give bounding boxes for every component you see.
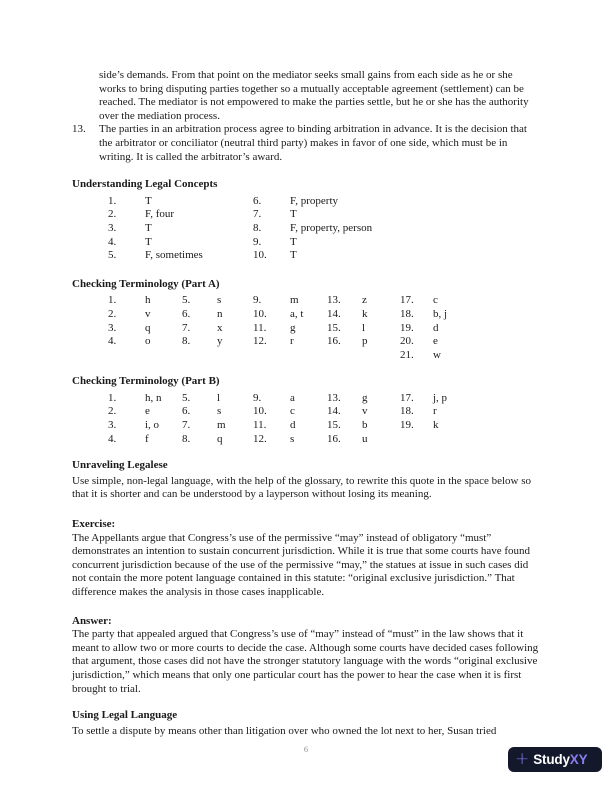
answer-cell: F, sometimes xyxy=(145,249,203,262)
answer-cell: a, t xyxy=(290,307,304,320)
answer-cell: 16. xyxy=(327,335,341,348)
answer-cell: 3. xyxy=(108,419,117,432)
brand-wordmark xyxy=(533,753,587,767)
answer-cell: 14. xyxy=(327,307,341,320)
terminology-part-b-grid xyxy=(108,392,540,446)
answer-cell: 5. xyxy=(182,391,191,404)
answer-cell: s xyxy=(217,294,222,307)
answer-cell: 6. xyxy=(182,307,191,320)
answer-cell: 8. xyxy=(182,335,191,348)
answer-cell: 1. xyxy=(108,391,117,404)
terminology-part-a-grid xyxy=(108,294,540,362)
answer-cell: r xyxy=(433,405,437,418)
answer-cell: h, n xyxy=(145,391,162,404)
paragraph-legalese-instructions: Use simple, non-legal language, with the help of the glossary, to rewrite this quote in the space below so that it is shorter and can be understood by a layperson without losing its meaning. xyxy=(72,474,532,501)
answer-cell: T xyxy=(145,221,152,234)
answer-cell: 18. xyxy=(400,405,414,418)
answer-cell: 4. xyxy=(108,335,117,348)
answer-cell: 17. xyxy=(400,391,414,404)
answer-cell: q xyxy=(145,321,151,334)
answer-cell: 10. xyxy=(253,405,267,418)
answer-cell: h xyxy=(145,294,151,307)
answer-cell: g xyxy=(290,321,296,334)
answer-cell: 5. xyxy=(182,294,191,307)
answer-cell xyxy=(327,349,362,363)
answer-cell: 4. xyxy=(108,432,117,445)
answer-cell: 8. xyxy=(182,432,191,445)
heading-checking-terminology-part-a: Checking Terminology (Part A) xyxy=(72,277,220,290)
answer-cell: T xyxy=(145,194,152,207)
answer-cell: 9. xyxy=(253,294,262,307)
answer-cell: i, o xyxy=(145,419,160,432)
answer-cell xyxy=(290,349,327,363)
answer-cell: v xyxy=(362,405,368,418)
studyxy-logo[interactable] xyxy=(508,747,602,772)
answer-cell: k xyxy=(433,419,439,432)
answer-cell: o xyxy=(145,335,151,348)
answer-cell: 21. xyxy=(400,348,414,361)
answer-cell: q xyxy=(217,432,223,445)
paragraph-answer: The party that appealed argued that Congress’s use of “may” instead of “must” in the law shows that it meant to allow two or more courts to decide the case. Although some courts have decided cases following that argument, those cases did not have the stronger statutory language with the words “original exclusive jurisdiction,” which means that only one particular court has the power to hear the case when it is first brought to trial. xyxy=(72,628,539,695)
answer-cell: c xyxy=(290,405,295,418)
list-item-number xyxy=(72,69,99,123)
answer-cell xyxy=(182,349,217,363)
answer-cell: y xyxy=(217,335,223,348)
answer-cell: 16. xyxy=(327,432,341,445)
answer-cell: F, four xyxy=(145,208,175,221)
answer-cell xyxy=(253,349,290,363)
concepts-answer-grid xyxy=(108,195,540,263)
answer-cell: 3. xyxy=(108,221,117,234)
paragraph-using-legal-language: To settle a dispute by means other than litigation over who owned the lot next to her, Susan tried xyxy=(72,724,497,737)
answer-cell: m xyxy=(290,294,299,307)
answer-cell: 20. xyxy=(400,335,414,348)
answer-cell: 18. xyxy=(400,307,414,320)
answer-cell: T xyxy=(290,208,297,221)
answer-cell: l xyxy=(362,321,366,334)
answer-cell: k xyxy=(362,307,368,320)
answer-cell: g xyxy=(362,391,368,404)
answer-cell: 13. xyxy=(327,391,341,404)
answer-cell: 7. xyxy=(182,419,191,432)
answer-cell: r xyxy=(290,335,294,348)
answer-cell: 10. xyxy=(253,249,267,262)
heading-exercise: Exercise: xyxy=(72,518,116,531)
answer-cell: 11. xyxy=(253,321,267,334)
answer-cell: 19. xyxy=(400,321,414,334)
heading-unraveling-legalese: Unraveling Legalese xyxy=(72,459,168,472)
list-item-number: 13. xyxy=(72,123,86,136)
answer-cell xyxy=(108,349,145,363)
answer-cell: 14. xyxy=(327,405,341,418)
answer-cell: 19. xyxy=(400,419,414,432)
answer-cell: 1. xyxy=(108,194,117,207)
answer-cell: 2. xyxy=(108,208,117,221)
answer-cell: 12. xyxy=(253,335,267,348)
list-item-13 xyxy=(72,123,540,164)
answer-cell: 3. xyxy=(108,321,117,334)
answer-cell: 15. xyxy=(327,321,341,334)
answer-cell: 17. xyxy=(400,294,414,307)
answer-cell: 7. xyxy=(253,208,262,221)
answer-cell: 9. xyxy=(253,391,262,404)
answer-cell: 4. xyxy=(108,235,117,248)
heading-checking-terminology-part-b: Checking Terminology (Part B) xyxy=(72,375,220,388)
answer-cell: w xyxy=(433,348,441,361)
answer-cell: 9. xyxy=(253,235,262,248)
answer-cell: m xyxy=(217,419,226,432)
answer-cell xyxy=(217,349,253,363)
answer-cell: s xyxy=(290,432,295,445)
answer-cell: a xyxy=(290,391,295,404)
answer-cell: e xyxy=(145,405,150,418)
answer-cell: 15. xyxy=(327,419,341,432)
heading-understanding-legal-concepts: Understanding Legal Concepts xyxy=(72,178,218,191)
answer-cell: z xyxy=(362,294,367,307)
answer-cell: 8. xyxy=(253,221,262,234)
heading-answer: Answer: xyxy=(72,614,112,627)
page-number: 6 xyxy=(303,744,309,754)
paragraph-arbitration: The parties in an arbitration process agree to binding arbitration in advance. It is the decision that the arbitrator or conciliator (neutral third party) makes in favor of one side, which must be in writing. It is called the arbitrator’s award. xyxy=(99,123,527,163)
answer-cell: 11. xyxy=(253,419,267,432)
brand-text-xy: XY xyxy=(569,751,588,767)
answer-cell: f xyxy=(145,432,149,445)
plus-icon: + xyxy=(515,748,530,769)
page-content xyxy=(72,69,540,738)
answer-cell xyxy=(145,349,182,363)
answer-cell: c xyxy=(433,294,438,307)
answer-cell: d xyxy=(433,321,439,334)
answer-cell: s xyxy=(217,405,222,418)
answer-cell: j, p xyxy=(433,391,448,404)
answer-cell: 2. xyxy=(108,307,117,320)
answer-cell: 2. xyxy=(108,405,117,418)
answer-cell: 13. xyxy=(327,294,341,307)
answer-cell: v xyxy=(145,307,151,320)
heading-using-legal-language: Using Legal Language xyxy=(72,709,178,722)
answer-cell: b, j xyxy=(433,307,448,320)
list-item-continuation xyxy=(72,69,540,123)
answer-cell: e xyxy=(433,335,438,348)
answer-cell: n xyxy=(217,307,223,320)
answer-cell xyxy=(433,433,540,447)
paragraph-exercise: The Appellants argue that Congress’s use of the permissive “may” instead of obligatory “must” demonstrates an intention to sustain concurrent jurisdiction. While it is true that some courts have found concurrent jurisdiction because of the use of the permissive “may,” the statues at issue in such cases did not contain the more potent language contained in this statute: “original exclusive jurisdiction.” That difference makes the analysis in those cases inapplicable. xyxy=(72,531,531,598)
answer-cell: d xyxy=(290,419,296,432)
answer-cell: l xyxy=(217,391,221,404)
paragraph-mediation: side’s demands. From that point on the mediator seeks small gains from each side as he or she works to bring disputing parties together so a mutually acceptable agreement (settlement) can be reached. The mediator is not empowered to make the parties settle, but he or she has the authority over the mediation process. xyxy=(99,69,529,122)
answer-cell: 12. xyxy=(253,432,267,445)
answer-cell: 1. xyxy=(108,294,117,307)
answer-cell: b xyxy=(362,419,368,432)
answer-cell xyxy=(400,433,433,447)
answer-cell xyxy=(362,349,400,363)
answer-cell: F, property xyxy=(290,194,339,207)
answer-cell: u xyxy=(362,432,368,445)
brand-text-study: Study xyxy=(533,751,570,767)
answer-cell: x xyxy=(217,321,223,334)
answer-cell: T xyxy=(290,249,297,262)
answer-cell: T xyxy=(145,235,152,248)
answer-cell: p xyxy=(362,335,368,348)
answer-cell: 10. xyxy=(253,307,267,320)
answer-cell: 7. xyxy=(182,321,191,334)
answer-cell: F, property, person xyxy=(290,221,373,234)
answer-cell: 5. xyxy=(108,249,117,262)
answer-cell: 6. xyxy=(253,194,262,207)
answer-cell: 6. xyxy=(182,405,191,418)
answer-cell: T xyxy=(290,235,297,248)
